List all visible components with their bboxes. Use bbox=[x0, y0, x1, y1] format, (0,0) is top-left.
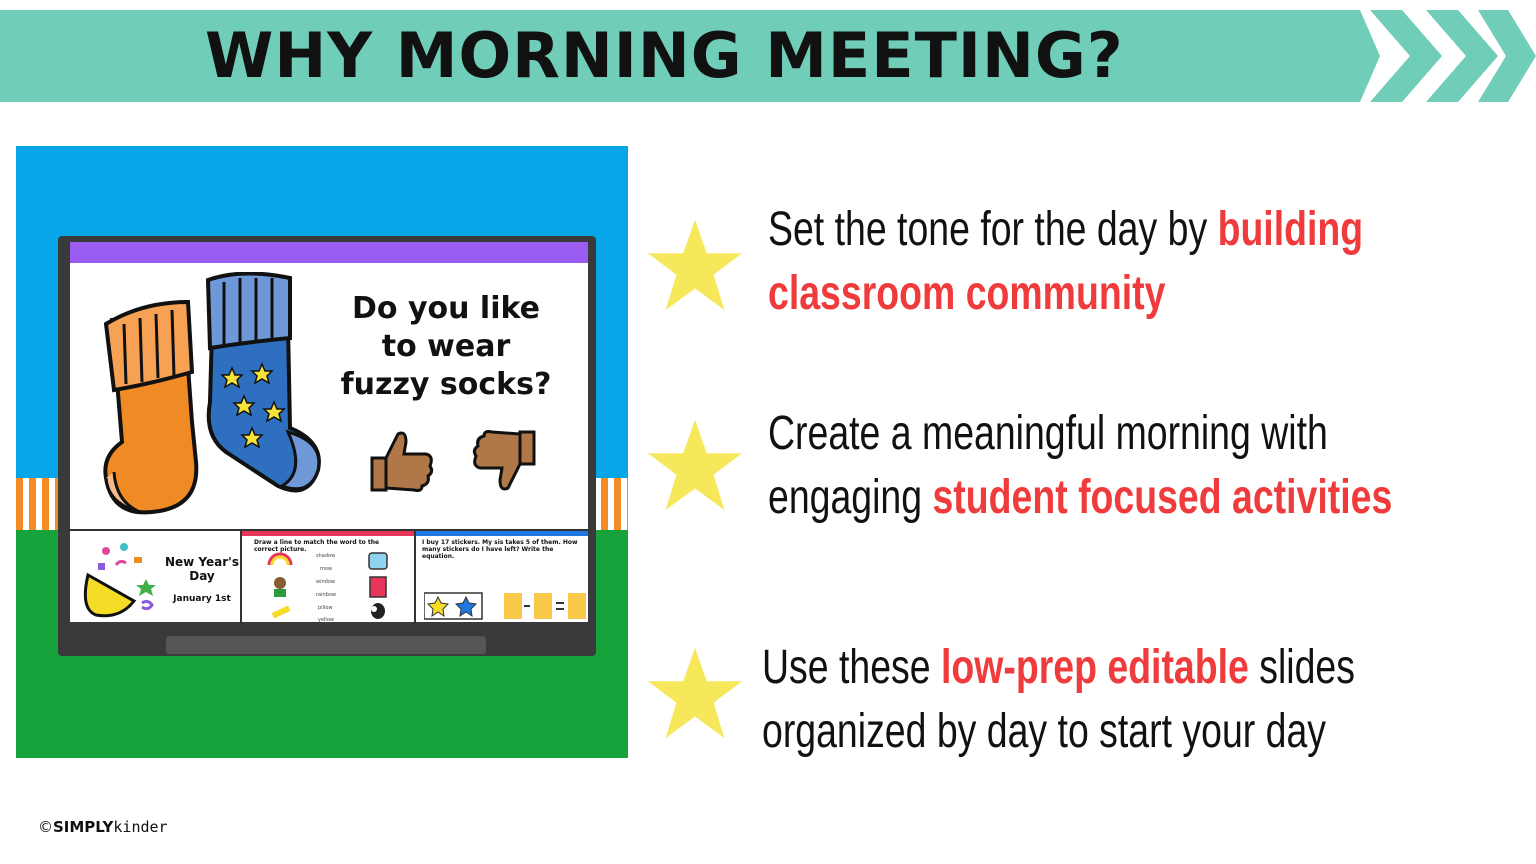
stripe-decoration-left bbox=[16, 478, 62, 530]
match-pictures-right bbox=[366, 551, 392, 623]
highlight-text: low-prep editable bbox=[940, 641, 1249, 694]
party-hat-icon bbox=[76, 541, 162, 621]
mini-slide-word-match bbox=[242, 531, 416, 624]
bullet-3 bbox=[762, 636, 1355, 764]
thumbs-up-icon bbox=[366, 428, 436, 494]
smartboard-tray bbox=[166, 636, 486, 654]
brand-name-b: kinder bbox=[113, 818, 168, 836]
chevron-right-icon bbox=[1360, 10, 1536, 102]
star-icon bbox=[646, 216, 744, 314]
mini-slides-strip bbox=[70, 529, 588, 624]
bullet-text-run: engaging bbox=[768, 471, 933, 524]
mini-slide-bar bbox=[242, 531, 414, 536]
match-word-2: mow bbox=[320, 566, 333, 572]
question-line-2: to wear bbox=[381, 329, 511, 364]
highlight-text: classroom community bbox=[768, 267, 1166, 320]
bullet-2 bbox=[768, 402, 1392, 530]
copyright-symbol: © bbox=[38, 818, 53, 836]
match-word-4: rainbow bbox=[316, 592, 336, 598]
bullet-text-run: slides bbox=[1248, 641, 1355, 694]
match-pictures-left bbox=[266, 551, 296, 623]
page-title: WHY MORNING MEETING? bbox=[205, 19, 1124, 92]
brand-name-a: SIMPLY bbox=[53, 818, 114, 836]
match-word-3: window bbox=[316, 579, 335, 585]
sock-icon bbox=[92, 272, 324, 524]
star-icon bbox=[646, 644, 744, 742]
new-year-title-line-1: New Year's bbox=[164, 555, 239, 569]
footer-copyright bbox=[38, 818, 168, 836]
screen-top-bar bbox=[70, 242, 588, 263]
question-line-1: Do you like bbox=[352, 291, 540, 326]
mini-slide-new-year bbox=[70, 531, 242, 624]
match-word-6: yellow bbox=[318, 617, 334, 623]
bullet-text-run: organized by day to start your day bbox=[762, 705, 1327, 758]
highlight-text: student focused activities bbox=[932, 471, 1393, 524]
new-year-date: January 1st bbox=[173, 594, 231, 604]
star-icon bbox=[646, 416, 744, 514]
match-word-5: pillow bbox=[318, 605, 333, 611]
question-line-3: fuzzy socks? bbox=[340, 367, 552, 402]
highlight-text: building bbox=[1217, 203, 1364, 256]
slide-preview-image bbox=[16, 146, 628, 758]
match-word-1: shadow bbox=[316, 553, 336, 559]
bullet-text-run: Create a meaningful morning with bbox=[768, 407, 1328, 460]
new-year-title-line-2: Day bbox=[189, 569, 215, 583]
smartboard-screen bbox=[70, 242, 588, 622]
math-equation-graphic bbox=[424, 591, 588, 621]
bullet-1 bbox=[768, 198, 1363, 326]
bullet-text-run: Use these bbox=[762, 641, 941, 694]
slide-question bbox=[324, 290, 568, 404]
word-match-instruction: Draw a line to match the word to the correct picture. bbox=[254, 539, 380, 553]
mini-slide-bar bbox=[416, 531, 588, 536]
bullet-text-run: Set the tone for the day by bbox=[768, 203, 1218, 256]
mini-slide-math bbox=[416, 531, 588, 624]
new-year-title bbox=[162, 555, 242, 583]
math-instruction: I buy 17 stickers. My sis takes 5 of them. How many stickers do I have left? Write the equation. bbox=[422, 539, 578, 560]
thumbs-down-icon bbox=[470, 428, 540, 494]
